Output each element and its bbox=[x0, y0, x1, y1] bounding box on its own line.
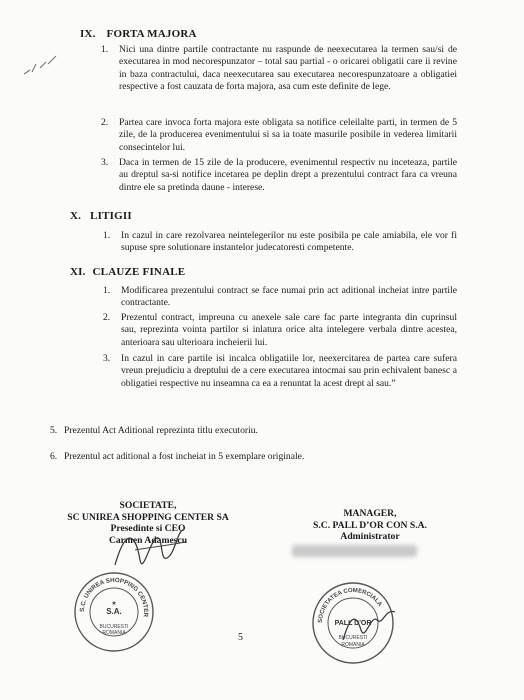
left-party-title: Presedinte si CEO bbox=[110, 523, 186, 534]
left-stamp-ring-text: S.C. UNIREA SHOPPING CENTER bbox=[78, 576, 150, 618]
section-x-item-1-text: In cazul in care rezolvarea neintelegerilor nu este posibila pe cale amiabila, ele vor fi supuse spre solutionare instantelor judecatoresti competente. bbox=[121, 230, 457, 254]
right-signature-block bbox=[270, 508, 470, 543]
section-ix-item-3-text: Daca in termen de 15 zile de la producere, evenimentul respectiv nu inceteaza, partile au dreptul sa-si notifice incetarea pe deplin drept a prezentului contract fara ca vreuna dintre ele sa pretinda daune - interese. bbox=[119, 157, 457, 193]
section-xi-numeral: XI. bbox=[70, 266, 86, 278]
section-x-title: LITIGII bbox=[90, 210, 132, 222]
svg-text:★: ★ bbox=[111, 601, 117, 607]
section-xi-item-3-number: 3. bbox=[103, 353, 111, 364]
section-ix-item-2-number: 2. bbox=[101, 117, 109, 128]
section-xi-heading bbox=[70, 266, 185, 278]
page-number: 5 bbox=[238, 632, 243, 643]
right-stamp-ring-text: SOCIETATEA COMERCIALA bbox=[317, 587, 383, 624]
section-x-numeral: X. bbox=[70, 210, 82, 222]
section-x-heading bbox=[70, 210, 132, 222]
right-party-title: Administrator bbox=[340, 531, 400, 542]
section-ix-item-2-text: Partea care invoca forta majora este obligata sa notifice celeilalte parti, in termen de 5 zile, de la producerea evenimentului si sa ia toate masurile posibile in vederea limitarii consecintelor lui. bbox=[119, 117, 457, 153]
section-ix-heading bbox=[80, 28, 197, 40]
redacted-name bbox=[292, 545, 417, 557]
right-stamp-country-text: ROMANIA bbox=[341, 642, 365, 648]
clause-5-number: 5. bbox=[50, 425, 58, 436]
margin-handwriting bbox=[20, 52, 60, 82]
left-party-company: SC UNIREA SHOPPING CENTER SA bbox=[67, 511, 229, 523]
left-company-stamp bbox=[72, 570, 156, 654]
section-ix-title: FORTA MAJORA bbox=[106, 28, 197, 40]
section-xi-item-2-number: 2. bbox=[103, 312, 111, 323]
section-xi-title: CLAUZE FINALE bbox=[92, 266, 186, 278]
left-stamp-city-text: BUCURESTI bbox=[99, 624, 129, 630]
right-stamp-center-text: PALL D'OR bbox=[334, 620, 372, 627]
left-stamp-center-text: S.A. bbox=[106, 607, 122, 616]
left-party-name: Carmen Adamescu bbox=[108, 534, 188, 546]
right-stamp-city-text: BUCURESTI bbox=[338, 635, 368, 641]
section-xi-item-2-text: Prezentul contract, impreuna cu anexele sale care fac parte integranta din cuprinsul sau, reprezinta vointa partilor si inlatura orice alta intelegere verbala dintre acestea, anterioara sau ulterioara incheierii lui. bbox=[121, 312, 457, 348]
clause-5-text: Prezentul Act Aditional reprezinta titlu executoriu. bbox=[64, 425, 258, 436]
clause-6-text: Prezentul act aditional a fost incheiat in 5 exemplare originale. bbox=[64, 451, 305, 462]
section-xi-item-1-text: Modificarea prezentului contract se face numai prin act aditional incheiat intre partile contractante. bbox=[121, 285, 457, 309]
section-xi-item-1-number: 1. bbox=[103, 285, 111, 296]
left-party-role: SOCIETATE, bbox=[119, 500, 177, 511]
section-x-item-1-number: 1. bbox=[103, 230, 111, 241]
section-ix-numeral: IX. bbox=[80, 28, 96, 40]
right-party-company: S.C. PALL D’OR CON S.A. bbox=[313, 519, 427, 531]
section-ix-item-1-text: Nici una dintre partile contractante nu raspunde de neexecutarea la termen sau/si de executarea in mod necorespunzator – total sau partial - o oricarei obligatii care ii revine in baza contractului, daca neexecutarea sau executarea necorespunzatoare a obligatiei respective a fost cauzata de forta majora, asa cum este definite de lege. bbox=[119, 44, 457, 93]
clause-6-number: 6. bbox=[50, 451, 58, 462]
right-party-role: MANAGER, bbox=[343, 508, 397, 519]
section-ix-item-1-number: 1. bbox=[101, 44, 109, 55]
section-xi-item-3-text: In cazul in care partile isi incalca obligatiile lor, neexercitarea de partea care sufera vreun prejudiciu a dreptului de a cere executarea intocmai sau prin echivalent banesc a obligatiei respective nu inseamna ca ea a renuntat la acest drept al sau.” bbox=[121, 353, 457, 389]
right-handwritten-signature bbox=[335, 600, 405, 650]
left-stamp-country-text: ROMANIA bbox=[102, 630, 126, 636]
section-ix-item-3-number: 3. bbox=[101, 157, 109, 168]
